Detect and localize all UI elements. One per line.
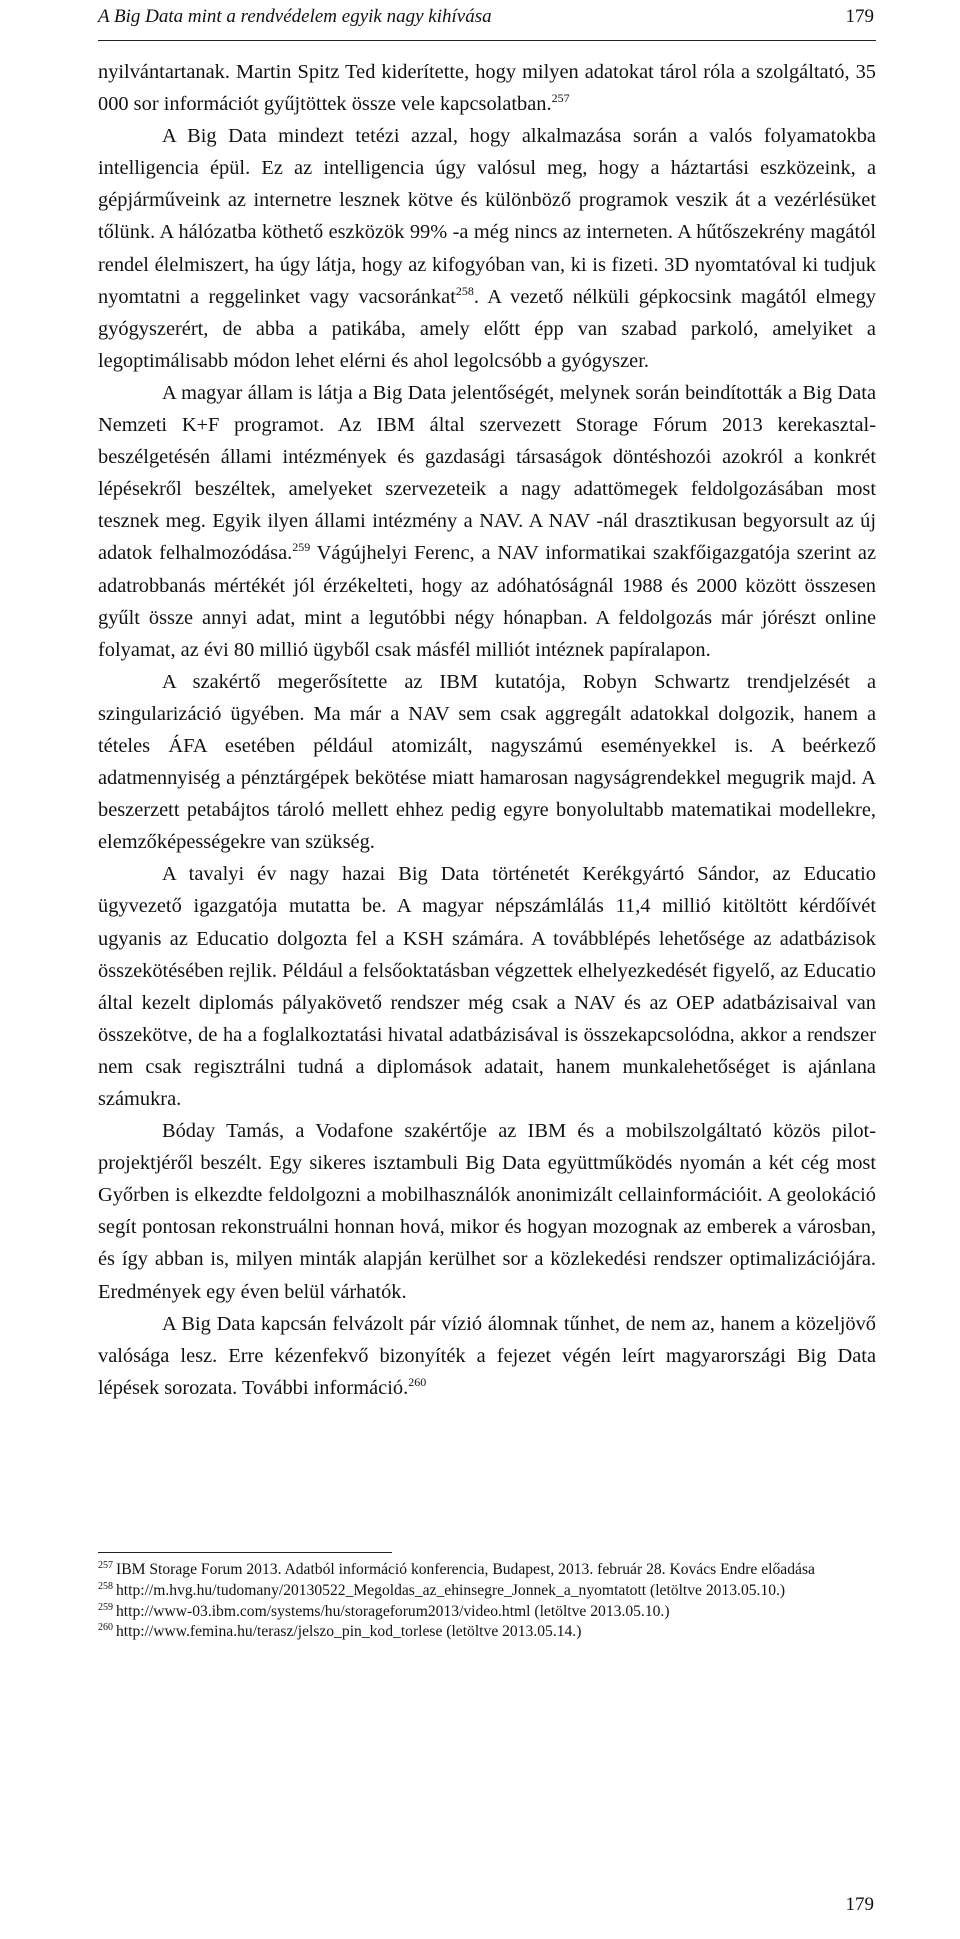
footnotes: [98, 1560, 878, 1643]
footnote-258: [98, 1581, 878, 1602]
paragraph-2-text-b: . A vezető nélküli gépkocsink magától elmegy gyógyszerért, de abba a patikába, amely előtt épp van szabad parkoló, amelyiket a legoptimálisabb módon lehet elérni és ahol legolcsóbb a gyógyszer.: [98, 285, 876, 372]
paragraph-7-text: A Big Data kapcsán felvázolt pár vízió álomnak tűnhet, de nem az, hanem a közeljövő valósága lesz. Erre kézenfekvő bizonyíték a fejezet végén leírt magyarországi Big Data lépések sorozata. További információ.: [98, 1312, 876, 1399]
paragraph-1: [98, 56, 876, 120]
footnote-ref-257[interactable]: 257: [551, 91, 570, 106]
running-header: [98, 0, 876, 41]
paragraph-4: A szakértő megerősítette az IBM kutatója, Robyn Schwartz trendjelzését a szingularizáció ügyében. Ma már a NAV sem csak aggregált adatokkal dolgozik, hanem a tételes ÁFA esetében például atomizált, nagyszámú eseményekkel is. A beérkező adatmennyiség a pénztárgépek bekötése miatt hamarosan nagyságrendekkel megugrik majd. A beszerzett petabájtos tároló mellett ehhez pedig egyre bonyolultabb matematikai modellekre, elemzőképességekre van szükség.: [98, 670, 876, 854]
footnote-link[interactable]: http://www.femina.hu/terasz/jelszo_pin_kod_torlese (letöltve 2013.05.14.): [116, 1623, 582, 1641]
footnote-divider: [98, 1552, 392, 1553]
footnote-260: [98, 1622, 878, 1643]
body-text: [98, 56, 876, 1404]
paragraph-2-text-a: A Big Data mindezt tetézi azzal, hogy alkalmazása során a valós folyamatokba intelligencia épül. Ez az intelligencia úgy valósul meg, hogy a háztartási eszközeink, a gépjárműveink az internetre lesznek kötve és különböző programok veszik át a vezérlésüket tőlünk. A hálózatba köthető eszközök 99% -a még nincs az interneten. A hűtőszekrény magától rendel élelmiszert, ha úgy látja, hogy az kifogyóban van, ki is fizeti. 3D nyomtatóval ki tudjuk nyomtatni a reggelinket vagy vacsoránkat: [98, 125, 876, 308]
footnote-link[interactable]: http://m.hvg.hu/tudomany/20130522_Megoldas_az_ehinsegre_Jonnek_a_nyomtatott (letöltve 2013.05.10.): [116, 1581, 786, 1599]
paragraph-3: [98, 377, 876, 666]
footnote-number: 260: [98, 1622, 113, 1634]
paragraph-7: [98, 1308, 876, 1404]
footnote-259: [98, 1602, 878, 1623]
footnote-link[interactable]: http://www-03.ibm.com/systems/hu/storageforum2013/video.html (letöltve 2013.05.10.): [116, 1602, 670, 1620]
footnote-ref-260[interactable]: 260: [408, 1374, 427, 1389]
paragraph-1-text: nyilvántartanak. Martin Spitz Ted kiderítette, hogy milyen adatokat tárol róla a szolgáltató, 35 000 sor információt gyűjtöttek össze vele kapcsolatban.: [98, 61, 876, 116]
paragraph-5: A tavalyi év nagy hazai Big Data történetét Kerékgyártó Sándor, az Educatio ügyvezető igazgatója mutatta be. A magyar népszámlálás 11,4 millió kitöltött kérdőívét ugyanis az Educatio dolgozta fel a KSH számára. A továbblépés lehetősége az adatbázisok összekötésében rejlik. Például a felsőoktatásban végzettek elhelyezkedését figyelő, az Educatio által kezelt diplomás pályakövető rendszer még csak a NAV és az OEP adatbázisaival van összekötve, de ha a foglalkoztatási hivatal adatbázisával is összekapcsolódna, akkor a rendszer nem csak regisztrálni tudná a diplomások adatait, hanem munkalehetőséget is ajánlana számukra.: [98, 863, 876, 1110]
paragraph-3-text-a: A magyar állam is látja a Big Data jelentőségét, melynek során beindították a Big Data Nemzeti K+F programot. Az IBM által szervezett Storage Fórum 2013 kerekasztal-beszélgetésén állami intézmények és gazdasági társaságok döntéshozói azokról a konkrét lépésekről beszéltek, amelyeket szervezeteik a nagy adattömegek feldolgozásában most tesznek meg. Egyik ilyen állami intézmény a NAV. A NAV -nál drasztikusan begyorsult az új adatok felhalmozódása.: [98, 381, 876, 565]
header-page-number: 179: [845, 6, 874, 27]
footnote-number: 258: [98, 1580, 113, 1592]
paragraph-6: Bóday Tamás, a Vodafone szakértője az IBM és a mobilszolgáltató közös pilot-projektjéről beszélt. Egy sikeres isztambuli Big Data együttműködés nyomán a két cég most Győrben is elkezdte feldolgozni a mobilhasználók anonimizált cellainformációit. A geolokáció segít pontosan rekonstruálni honnan hová, mikor és hogyan mozognak az emberek a városban, és így abban is, milyen minták alapján kerülhet sor a közlekedési rendszer optimalizációjára. Eredmények egy éven belül várhatók.: [98, 1120, 876, 1303]
footnote-number: 259: [98, 1601, 113, 1613]
footnote-ref-259[interactable]: 259: [292, 540, 311, 555]
footnote-257: [98, 1560, 878, 1581]
paragraph-2: [98, 120, 876, 377]
footnote-text: IBM Storage Forum 2013. Adatból információ konferencia, Budapest, 2013. február 28. Kovács Endre előadása: [116, 1561, 815, 1578]
footer-page-number: 179: [845, 1894, 874, 1915]
footnote-number: 257: [98, 1560, 113, 1571]
paragraph-3-text-b: Vágújhelyi Ferenc, a NAV informatikai szakfőigazgatója szerint az adatrobbanás mértékét jól érzékelteti, hogy az adóhatóságnál 1988 és 2000 között összesen gyűlt össze annyi adat, mint a legutóbbi négy hónapban. A feldolgozás már jórészt online folyamat, az évi 80 millió ügyből csak másfél milliót intéznek papíralapon.: [98, 542, 876, 661]
footnote-ref-258[interactable]: 258: [455, 283, 474, 298]
header-title: A Big Data mint a rendvédelem egyik nagy kihívása: [98, 6, 492, 27]
